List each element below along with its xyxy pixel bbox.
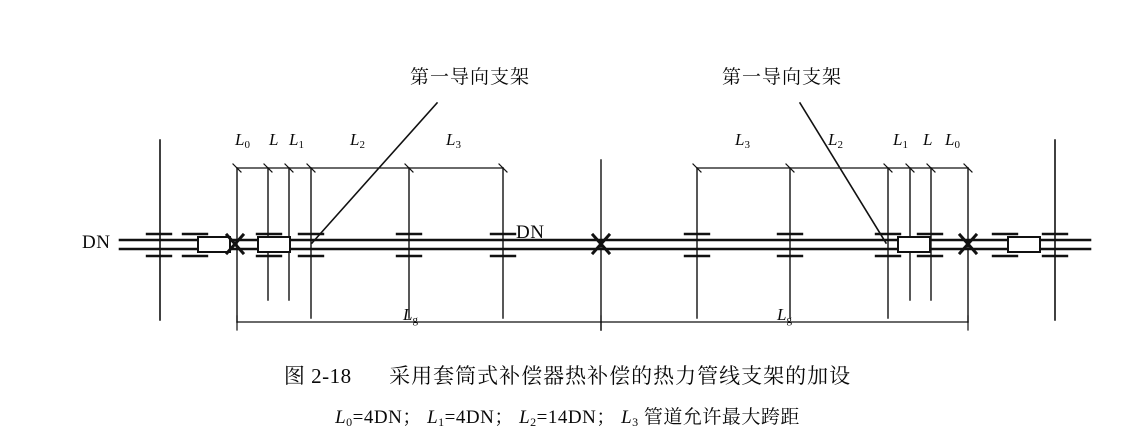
span-label-text: L xyxy=(777,305,787,324)
dim-label-l3-right xyxy=(735,130,750,150)
wall-verticals xyxy=(160,140,1055,320)
formula-l0-sub: 0 xyxy=(346,415,353,429)
dim-label-text: L xyxy=(923,130,933,149)
dim-label-l0-right xyxy=(945,130,960,150)
formula-l3-sub: 3 xyxy=(632,415,639,429)
figure-formula xyxy=(0,402,1135,429)
dim-label-text: L xyxy=(289,130,299,149)
callout-label-left: 第一导向支架 xyxy=(410,67,531,88)
callout-label-right: 第一导向支架 xyxy=(722,67,843,88)
span-label-text: L xyxy=(403,305,413,324)
span-label-sub: g xyxy=(412,314,418,326)
dim-label-text: L xyxy=(735,130,745,149)
dim-label-sub: 1 xyxy=(902,139,908,151)
figure-number: 图 2-18 xyxy=(283,364,352,388)
pipe-label-dn-middle: DN xyxy=(516,222,545,243)
formula-l0-value: =4DN； xyxy=(352,407,422,428)
dim-label-sub: 2 xyxy=(837,139,843,151)
dim-label-l2-left xyxy=(350,130,365,150)
dim-label-text: L xyxy=(235,130,245,149)
span-label-lg-right xyxy=(777,305,792,325)
formula-l3-value: 管道允许最大跨距 xyxy=(643,407,800,428)
figure-caption xyxy=(0,360,1135,390)
dim-label-text: L xyxy=(269,130,279,149)
dim-label-text: L xyxy=(446,130,456,149)
dim-label-l3-left xyxy=(446,130,461,150)
callout-leader-lines xyxy=(312,103,886,243)
formula-l1-sub: 1 xyxy=(438,415,445,429)
figure-caption-text: 采用套筒式补偿器热补偿的热力管线支架的加设 xyxy=(389,364,852,388)
dim-label-sub: 3 xyxy=(744,139,750,151)
dim-label-l2-right xyxy=(828,130,843,150)
support-verticals-left xyxy=(237,160,601,330)
span-label-lg-left xyxy=(403,305,418,325)
formula-l1-value: =4DN； xyxy=(444,407,514,428)
dim-label-sub: 2 xyxy=(359,139,365,151)
formula-l2: L xyxy=(519,407,531,428)
dim-label-l0-left xyxy=(235,130,250,150)
dim-label-text: L xyxy=(828,130,838,149)
dim-label-text: L xyxy=(350,130,360,149)
formula-l0: L xyxy=(335,407,347,428)
dim-label-l-right xyxy=(923,130,932,150)
support-symbol xyxy=(147,234,171,256)
dim-label-l1-left xyxy=(289,130,304,150)
span-dimension-left xyxy=(237,316,601,330)
dim-label-sub: 1 xyxy=(298,139,304,151)
dim-label-l-left xyxy=(269,130,278,150)
dim-label-sub: 0 xyxy=(954,139,960,151)
formula-l3: L xyxy=(621,407,633,428)
dim-label-text: L xyxy=(893,130,903,149)
dim-label-text: L xyxy=(945,130,955,149)
span-label-sub: g xyxy=(786,314,792,326)
dim-label-sub: 3 xyxy=(455,139,461,151)
formula-l2-sub: 2 xyxy=(530,415,537,429)
dim-label-sub: 0 xyxy=(244,139,250,151)
formula-l1: L xyxy=(427,407,439,428)
formula-l2-value: =14DN； xyxy=(536,407,616,428)
dim-label-l1-right xyxy=(893,130,908,150)
pipe-label-dn-left: DN xyxy=(82,232,111,253)
